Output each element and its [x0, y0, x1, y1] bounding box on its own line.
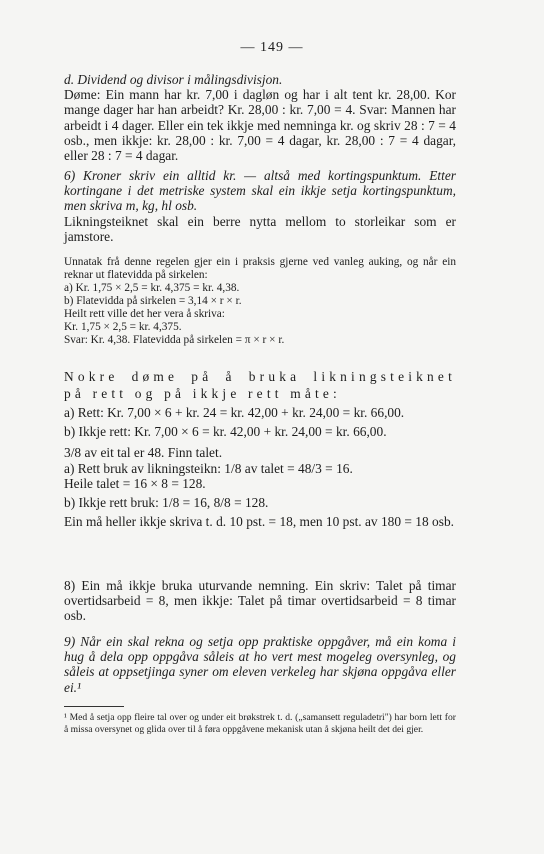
section-9	[64, 634, 456, 695]
percent-note: Ein må heller ikkje skriva t. d. 10 pst. = 18, men 10 pst. av 180 = 18 osb.	[64, 514, 454, 530]
section-7	[64, 368, 456, 529]
note-intro: Unnatak frå denne regelen gjer ein i praksis gjerne ved vanleg auking, og når ein reknar ut flatevidda på sirkelen:	[64, 256, 456, 281]
example-a: a) Rett: Kr. 7,00 × 6 + kr. 24 = kr. 42,00 + kr. 24,00 = kr. 66,00.	[64, 405, 405, 420]
section-6	[64, 168, 456, 244]
note-c2: Svar: Kr. 4,38. Flatevidda på sirkelen = π × r × r.	[64, 334, 285, 346]
footnote	[64, 712, 456, 736]
note-c1: Kr. 1,75 × 2,5 = kr. 4,375.	[64, 321, 182, 333]
section-9-text: 9) Når ein skal rekna og setja opp praktiske oppgåver, må ein koma i hug å dela opp oppgåva såleis at ho vert mest mogeleg oversynleg, og såleis at oppsetjinga syner om eleven verkeleg har skjøna oppgåva eller ei.¹	[64, 634, 456, 695]
section-6-heading: 6) Kroner skriv ein alltid kr. — altså med kortingspunktum. Etter kortingane i det metriske system skal ein ikkje setja kortingspunktum, men skriva m, kg, hl osb.	[64, 168, 456, 214]
footnote-text: ¹ Med å setja opp fleire tal over og under eit brøkstrek t. d. („samansett reguladetri") har born lett for å missa oversynet og glida over til å føra oppgåvene mekanisk utan å skjøna heilt det dei gjer.	[64, 712, 456, 735]
footnote-rule	[64, 706, 124, 707]
fraction-b: b) Ikkje rett bruk: 1/8 = 16, 8/8 = 128.	[64, 495, 269, 511]
fraction-task: 3/8 av eit tal er 48. Finn talet.	[64, 445, 223, 461]
note-correct-label: Heilt rett ville det her vera å skriva:	[64, 308, 225, 320]
section-d-body: Døme: Ein mann har kr. 7,00 i dagløn og har i alt tent kr. 28,00. Kor mange dager har han arbeidt? Kr. 28,00 : kr. 7,00 = 4. Svar: Mannen har arbeidt i 4 dager. Eller ein tek ikkje med nemninga kr. og skriv 28 : 7 = 4 osb., men ikkje: kr. 28,00 : kr. 7,00 = 4 dagar, kr. 28,00 : 7 = 4 dagar, eller 28 : 7 = 4 dagar.	[64, 87, 456, 164]
section-d	[64, 72, 456, 163]
exception-note	[64, 256, 456, 347]
section-8-text: 8) Ein må ikkje bruka uturvande nemning. Ein skriv: Talet på timar overtidsarbeid = 8, men ikkje: Talet på timar overtidsarbeid = 8 timar osb.	[64, 578, 456, 624]
example-b: b) Ikkje rett: Kr. 7,00 × 6 = kr. 42,00 + kr. 24,00 = kr. 66,00.	[64, 424, 387, 440]
section-d-heading: d. Dividend og divisor i målingsdivisjon.	[64, 72, 283, 87]
section-8	[64, 578, 456, 624]
page-number: — 149 —	[240, 40, 304, 55]
section-7-heading: Nokre døme på å bruka likningsteiknet på rett og på ikkje rett måte:	[64, 369, 456, 401]
note-b: b) Flatevidda på sirkelen = 3,14 × r × r.	[64, 295, 242, 307]
note-a: a) Kr. 1,75 × 2,5 = kr. 4,375 = kr. 4,38.	[64, 282, 240, 294]
fraction-a2: Heile talet = 16 × 8 = 128.	[64, 475, 206, 491]
section-6-body: Likningsteiknet skal ein berre nytta mellom to storleikar som er jamstore.	[64, 213, 456, 244]
fraction-a: a) Rett bruk av likningsteikn: 1/8 av talet = 48/3 = 16.	[64, 460, 353, 476]
